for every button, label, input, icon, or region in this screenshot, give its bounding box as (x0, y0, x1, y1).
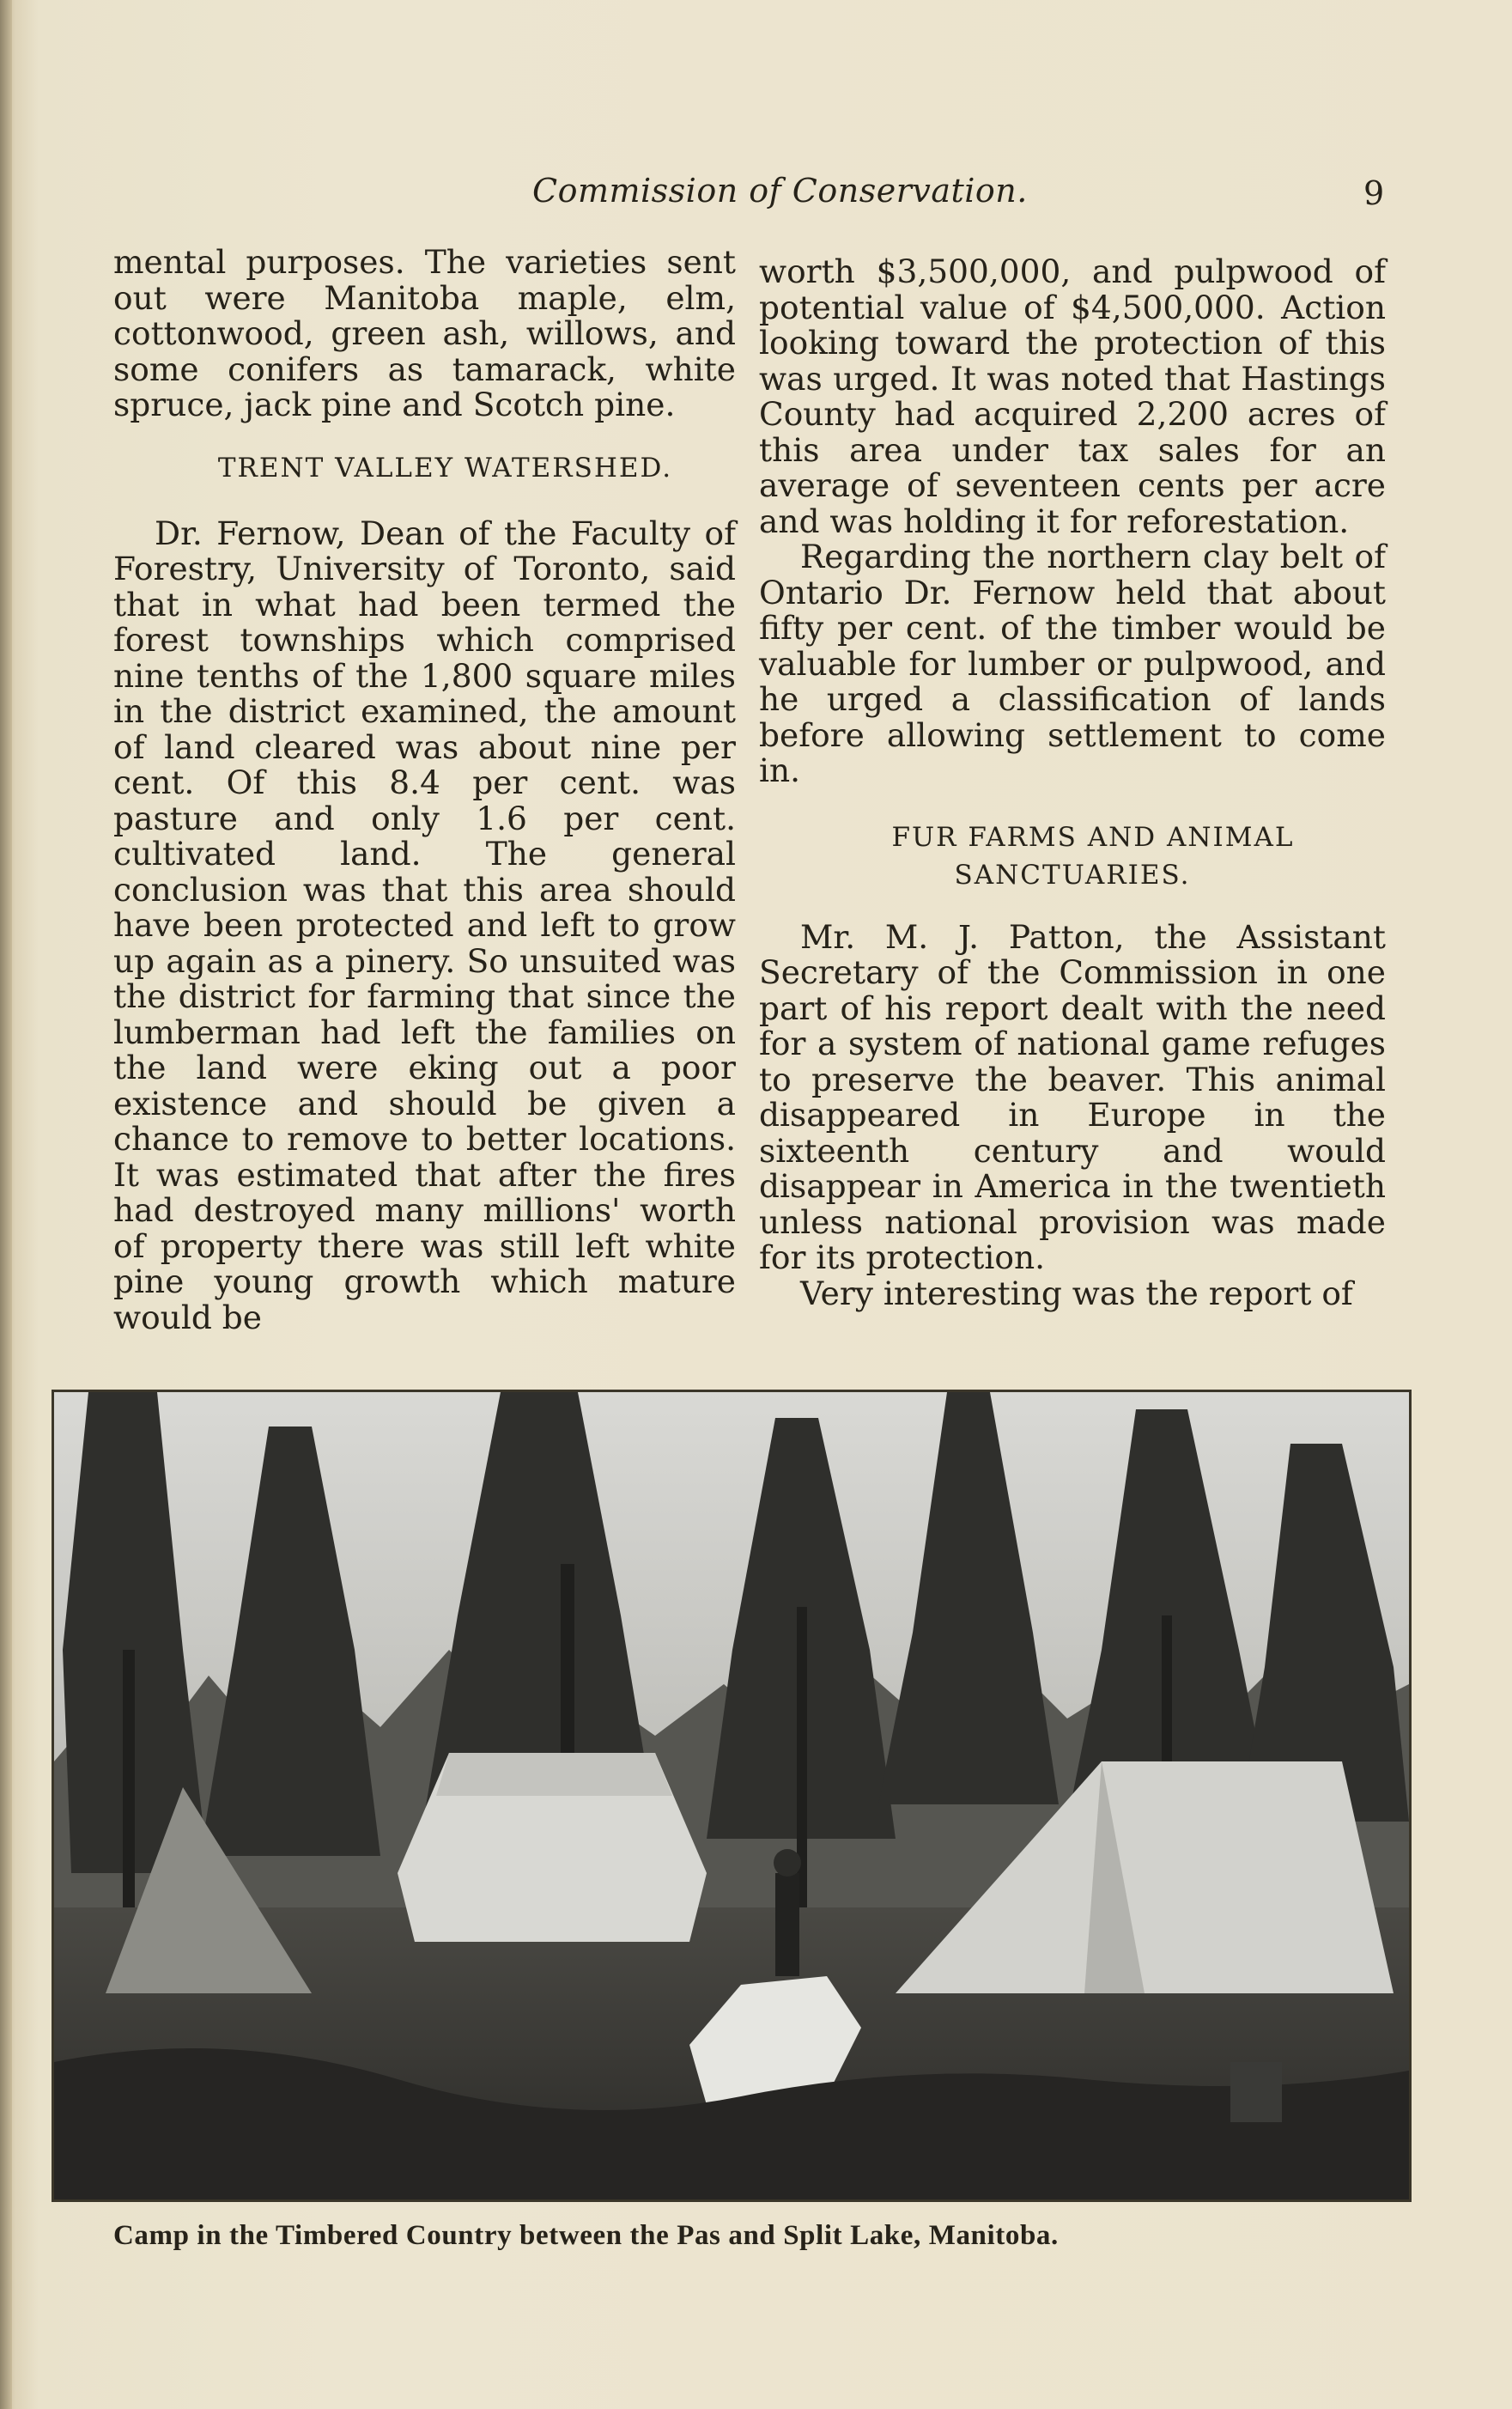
right-paragraph-3: Mr. M. J. Patton, the Assistant Secretary of the Commission in one part of his report dealt with the need for a system of national game refuges to preserve the beaver. This animal disappeared in Europe in the sixteenth century and would disappear in America in the twentieth unless national provision was made for its protection. (759, 917, 1386, 1276)
right-paragraph-1: worth $3,500,000, and pulpwood of potential value of $4,500,000. Action looking toward the protection of this was urged. It was noted that Hastings County had acquired 2,200 acres of this area under tax sales for an average of seventeen cents per acre and was holding it for reforestation. (759, 252, 1386, 540)
right-paragraph-4: Very interesting was the report of (800, 1274, 1353, 1312)
binding-gutter (0, 0, 12, 2409)
page-number: 9 (1363, 174, 1385, 212)
left-paragraph-2: Dr. Fernow, Dean of the Faculty of Forestry, University of Toronto, said that in what had been termed the forest townships which comprised nine tenths of the 1,800 square miles in the district examined, the amount of land cleared was about nine per cent. Of this 8.4 per cent. was pasture and only 1.6 per cent. cultivated land. The general conclusion was that this area should have been protected and left to grow up again as a pinery. So unsuited was the district for farming that since the lumberman had left the families on the land were eking out a poor existence and should be given a chance to remove to better locations. It was estimated that after the fires had destroyed many millions' worth of property there was still left white pine young growth which mature would be (113, 514, 736, 1336)
running-head: Commission of Conservation. (532, 172, 1028, 210)
section-heading-fur-farms: FUR FARMS AND ANIMAL SANCTUARIES. (891, 821, 1295, 891)
right-column (759, 254, 1386, 1311)
right-paragraph-2: Regarding the northern clay belt of Ontario Dr. Fernow held that about fifty per cent. of the timber would be valuable for lumber or pulpwood, and he urged a classification of lands before allowing settlement to come in. (759, 538, 1386, 789)
figure-caption: Camp in the Timbered Country between the Pas and Split Lake, Manitoba. (113, 2220, 1059, 2251)
section-heading-trent-valley: TRENT VALLEY WATERSHED. (217, 452, 673, 484)
left-paragraph-1: mental purposes. The varieties sent out were Manitoba maple, elm, cottonwood, green ash, willows, and some conifers as tamarack, white spruce, jack pine and Scotch pine. (113, 243, 736, 423)
left-column (113, 245, 736, 1335)
camp-photograph (52, 1390, 1412, 2202)
